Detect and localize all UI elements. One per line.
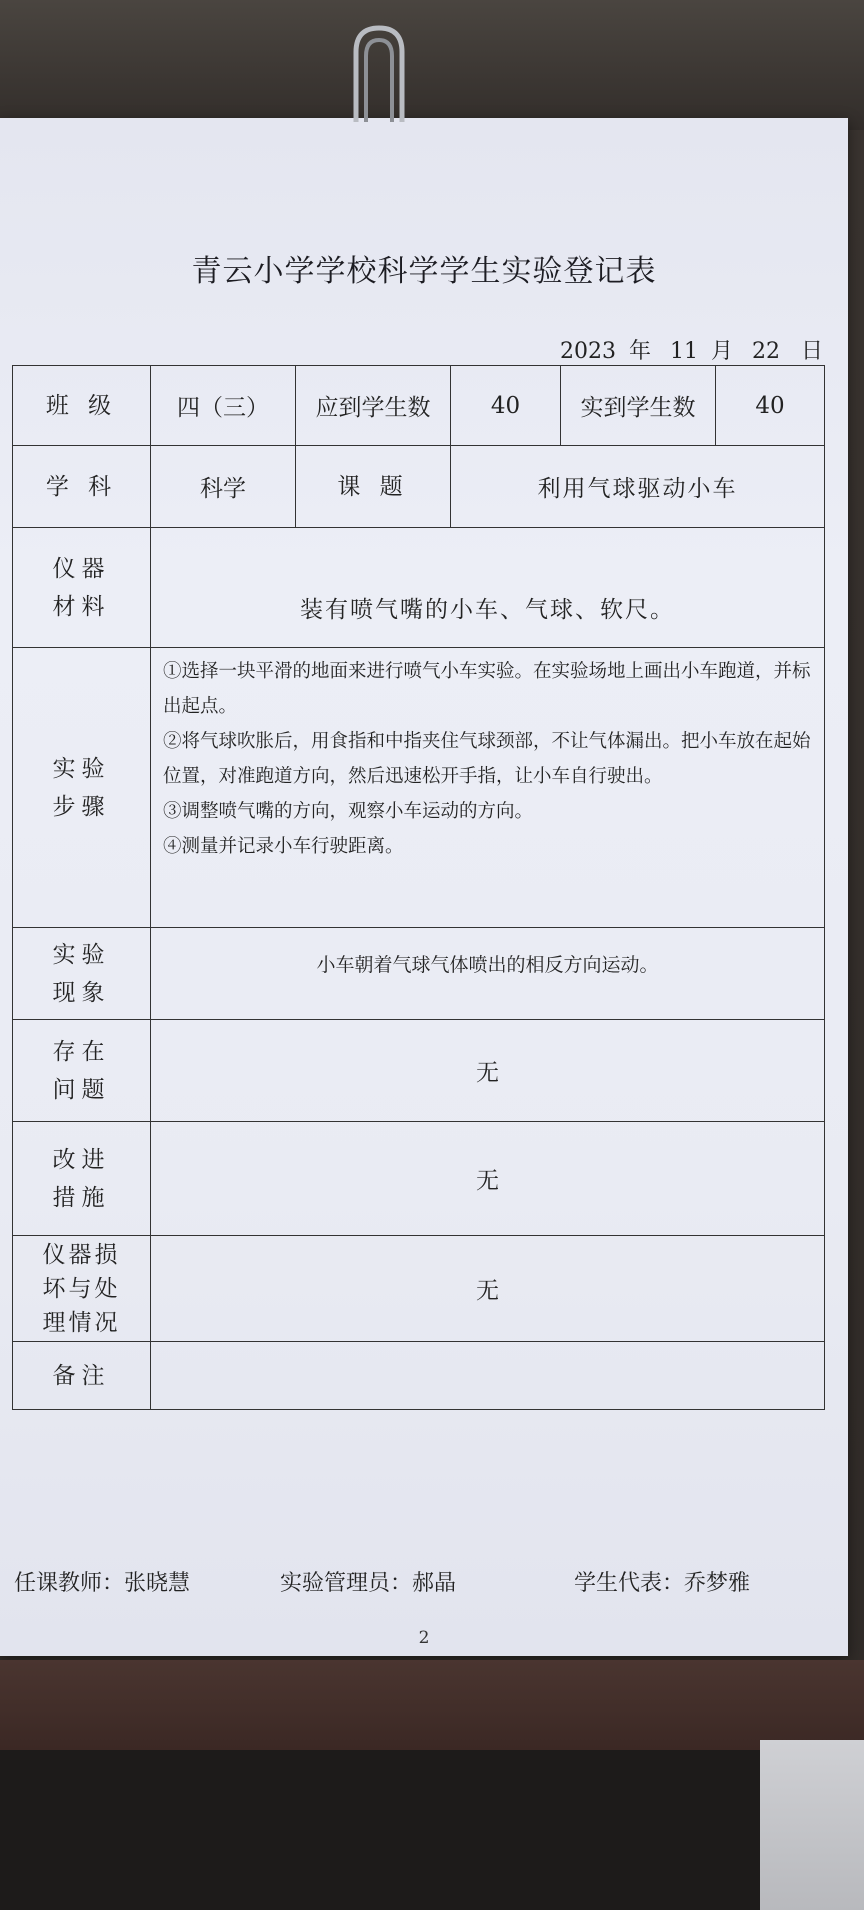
step-4: ④测量并记录小车行驶距离。 (163, 836, 404, 857)
binder-clip-icon (336, 22, 422, 132)
phenomenon-label: 实验 现象 (13, 928, 151, 1020)
problems-label: 存在 问题 (13, 1020, 151, 1122)
form-date (560, 334, 824, 365)
problems-row (13, 1020, 825, 1122)
date-year: 2023 (560, 339, 616, 364)
improvements-label: 改进 措施 (13, 1122, 151, 1236)
student-rep-signature: 学生代表：乔梦雅 (574, 1571, 751, 1596)
steps-row (13, 648, 825, 928)
steps-label: 实验 步骤 (13, 648, 151, 928)
table-surface (0, 0, 864, 130)
actual-students-value: 40 (716, 366, 825, 446)
teacher-signature: 任课教师：张晓慧 (14, 1571, 191, 1596)
floor-light-patch (760, 1740, 864, 1910)
registration-form-sheet (0, 118, 848, 1656)
page-number: 2 (418, 1628, 430, 1648)
date-year-unit: 年 (629, 339, 652, 364)
damage-label: 仪器损 坏与处 理情况 (13, 1236, 151, 1342)
floor-shadow (0, 1750, 864, 1910)
date-month: 11 (670, 339, 699, 364)
class-label: 班 级 (13, 366, 151, 446)
step-2: ②将气球吹胀后，用食指和中指夹住气球颈部，不让气体漏出。把小车放在起始位置，对准跑道方向，然后迅速松开手指，让小车自行驶出。 (163, 731, 811, 787)
steps-content (151, 648, 825, 928)
step-3: ③调整喷气嘴的方向，观察小车运动的方向。 (163, 801, 534, 822)
remarks-row (13, 1342, 825, 1410)
subject-label: 学 科 (13, 446, 151, 528)
admin-signature: 实验管理员：郝晶 (280, 1571, 457, 1596)
damage-value: 无 (151, 1236, 825, 1342)
registration-table (12, 365, 825, 1410)
improvements-row (13, 1122, 825, 1236)
expected-students-label: 应到学生数 (296, 366, 451, 446)
topic-label: 课 题 (296, 446, 451, 528)
materials-row (13, 528, 825, 648)
actual-students-label: 实到学生数 (561, 366, 716, 446)
date-day: 22 (752, 339, 781, 364)
improvements-value: 无 (151, 1122, 825, 1236)
remarks-value (151, 1342, 825, 1410)
phenomenon-row (13, 928, 825, 1020)
materials-value: 装有喷气嘴的小车、气球、软尺。 (151, 528, 825, 648)
date-day-unit: 日 (801, 339, 824, 364)
form-title: 青云小学学校科学学生实验登记表 (191, 254, 657, 289)
subject-row (13, 446, 825, 528)
remarks-label: 备注 (13, 1342, 151, 1410)
problems-value: 无 (151, 1020, 825, 1122)
class-value: 四（三） (151, 366, 296, 446)
materials-label: 仪器 材料 (13, 528, 151, 648)
date-month-unit: 月 (711, 339, 734, 364)
expected-students-value: 40 (451, 366, 561, 446)
step-1: ①选择一块平滑的地面来进行喷气小车实验。在实验场地上画出小车跑道，并标出起点。 (163, 661, 811, 717)
table-edge-bottom (0, 1660, 864, 1750)
phenomenon-value: 小车朝着气球气体喷出的相反方向运动。 (151, 928, 825, 1020)
topic-value: 利用气球驱动小车 (451, 446, 825, 528)
subject-value: 科学 (151, 446, 296, 528)
damage-row (13, 1236, 825, 1342)
class-row (13, 366, 825, 446)
